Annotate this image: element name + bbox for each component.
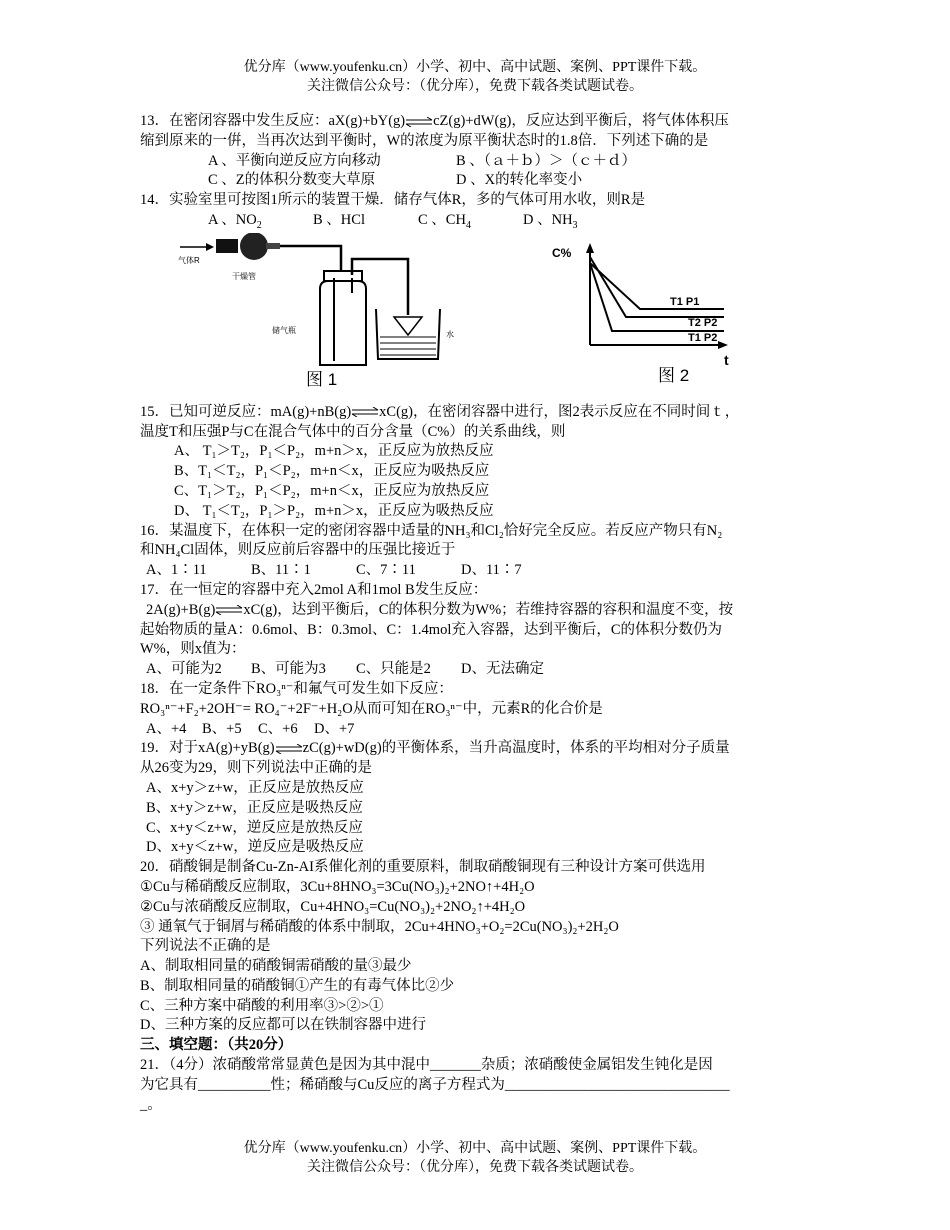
q14-option-d: D 、$NH_3$ [523, 211, 578, 231]
q15-option-b: B、T₁＜T₂，P₁＜P₂，m+n＜x，正反应为吸热反应 [174, 463, 490, 480]
q14-options [140, 211, 812, 231]
fig1-water-label: 水 [446, 329, 454, 339]
equilibrium-arrow-icon [275, 744, 303, 754]
q20-stem-line5: 下列说法不正确的是 [140, 938, 271, 955]
q21-line2: 为它具有__________性；稀硝酸与Cu反应的离子方程式为_______________________________ [140, 1076, 730, 1093]
figures-row [140, 231, 812, 393]
q17-option-a: A、可能为2 [146, 661, 222, 678]
q17-stem-line1: 17．在一恒定的容器中充入2mol A和1mol B发生反应： [140, 581, 488, 598]
q14-stem: 14．实验室里可按图1所示的装置干燥．储存气体R，多的气体可用水收，则R是 [140, 192, 646, 209]
q15-stem-line2: 温度T和压强P与C在混合气体中的百分含量（C%）的关系曲线，则 [140, 423, 566, 440]
q14-option-b: B 、HCl [313, 211, 365, 228]
q17-stem-line2: 2A(g)+B(g) xC(g)，达到平衡后，C的体积分数为W%；若维持容器的容积和温度不变，按 [146, 601, 734, 618]
q17-option-d: D、无法确定 [461, 661, 544, 678]
q16-option-c: C、7∶11 [356, 562, 416, 579]
q18-stem-line2: RO₃ⁿ⁻+F₂+2OH⁻= RO₄⁻+2F⁻+H₂O从而可知在RO₃ⁿ⁻中，元素R的化合价是 [140, 700, 603, 717]
q17-stem-line3: 起始物质的量A：0.6mol、B：0.3mol、C：1.4mol充入容器，达到平衡后，C的体积分数仍为 [140, 621, 723, 638]
page-header [0, 58, 950, 96]
fig2-xlabel: t [724, 351, 729, 368]
fig1-caption: 图 1 [306, 369, 338, 389]
fig1-gas-label: 气体R [178, 255, 200, 265]
fig2-ylabel: C% [552, 245, 572, 260]
q20-option-c: C、三种方案中硝酸的利用率③>②>① [140, 997, 384, 1014]
q20-plan-3: ③ 通氧气于铜屑与稀硝酸的体系中制取，2Cu+4HNO₃+O₂=2Cu(NO₃)₂+2H₂O [140, 918, 619, 935]
figure-2-chart [548, 231, 748, 391]
fig2-curve-t1p1 [590, 263, 724, 309]
q13-option-c: C 、Z的体积分数变大草原 [208, 172, 376, 189]
q20-stem-line1: 20．硝酸铜是制备Cu-Zn-AI系催化剂的重要原料，制取硝酸铜现有三种设计方案可供选用 [140, 859, 706, 876]
q18-stem-line1: 18．在一定条件下RO₃ⁿ⁻和氟气可发生如下反应： [140, 680, 453, 697]
q18-option-c: C、+6 [258, 720, 298, 737]
q17-options [140, 660, 812, 680]
q16-option-a: A、1∶11 [146, 562, 207, 579]
q13-stem-line1: 13．在密闭容器中发生反应：aX(g)+bY(g) cZ(g)+dW(g)，反应达到平衡后，将气体体积压 [140, 113, 729, 129]
q13-stem-line2: 缩到原来的一倂，当再次达到平衡时，W的浓度为原平衡状态时的1.8倍．下列述下确的是 [140, 132, 709, 149]
q20-option-d: D、三种方案的反应都可以在铁制容器中进行 [140, 1017, 426, 1034]
figure-1-apparatus [176, 233, 506, 393]
exam-content [140, 112, 812, 1115]
q14-option-a: A 、$NO_2$ [208, 211, 262, 231]
section-3-title: 三、填空题：（共20分） [140, 1037, 293, 1054]
footer-line-2: 关注微信公众号：（优分库），免费下载各类试题试卷。 [307, 1160, 643, 1175]
q21-line3: _。 [140, 1096, 162, 1113]
footer-line-1: 优分库（www.youfenku.cn）小学、初中、高中试题、案例、PPT课件下载。 [243, 1141, 707, 1156]
q13-option-d: D 、X的转化率变小 [456, 172, 583, 189]
equilibrium-arrow-icon [405, 117, 433, 127]
q13-options-row1 [140, 152, 812, 172]
q13-options-row2 [140, 171, 812, 191]
q20-option-a: A、制取相同量的硝酸铜需硝酸的量③最少 [140, 958, 412, 975]
q15-stem-line1: 15．已知可逆反应：mA(g)+nB(g) xC(g)，在密闭容器中进行，图2表示反应在不同时间ｔ， [140, 403, 740, 420]
q16-option-d: D、11∶7 [461, 562, 522, 579]
q13-option-b: B 、（ａ＋ｂ）＞（ｃ＋ｄ） [456, 152, 637, 169]
q17-stem-line4: W%，则x值为： [140, 641, 246, 658]
q19-option-d: D、x+y＜z+w，逆反应是吸热反应 [146, 839, 364, 856]
q20-plan-1: ①Cu与稀硝酸反应制取，3Cu+8HNO₃=3Cu(NO₃)₂+2NO↑+4H₂O [140, 878, 535, 895]
q16-options [140, 561, 812, 581]
fig2-label-t1p2: T1 P2 [688, 331, 718, 344]
header-line-2: 关注微信公众号：（优分库），免费下载各类试题试卷。 [307, 79, 643, 94]
page-footer [0, 1139, 950, 1177]
q18-option-d: D、+7 [314, 720, 355, 737]
q13-option-a: A 、平衡向逆反应方向移动 [208, 152, 381, 169]
equilibrium-arrow-icon [351, 407, 379, 417]
fig1-dryer-label: 干燥管 [232, 271, 256, 281]
fig2-caption: 图 2 [658, 365, 690, 385]
q19-stem-line1: 19．对于xA(g)+yB(g) zC(g)+wD(g)的平衡体系，当升高温度时，体系的平均相对分子质量 [140, 740, 730, 757]
q17-option-b: B、可能为3 [251, 661, 326, 678]
fig2-label-t1p1: T1 P1 [670, 295, 700, 308]
q15-option-a: A、 T₁＞T₂，P₁＜P₂，m+n＞x，正反应为放热反应 [174, 443, 494, 460]
q20-plan-2: ②Cu与浓硝酸反应制取，Cu+4HNO₃=Cu(NO₃)₂+2NO₂↑+4H₂O [140, 898, 526, 915]
q15-option-c: C、T₁＞T₂，P₁＜P₂，m+n＜x，正反应为放热反应 [174, 482, 490, 499]
q16-stem-line1: 16．某温度下，在体积一定的密闭容器中适量的NH₃和Cl₂恰好完全反应。若反应产物只有N₂ [140, 522, 723, 539]
equilibrium-arrow-icon [215, 605, 243, 615]
q18-options [140, 720, 812, 740]
q21-line1: 21．（4分）浓硝酸常常显黄色是因为其中混中_______杂质；浓硝酸使金属铝发生钝化是因 [140, 1057, 713, 1074]
q14-option-c: C 、$CH_4$ [418, 211, 471, 231]
fig2-label-t2p2: T2 P2 [688, 316, 718, 329]
fig1-bottle-label: 储气瓶 [272, 325, 296, 335]
q19-option-a: A、x+y＞z+w，正反应是放热反应 [146, 779, 364, 796]
q17-option-c: C、只能是2 [356, 661, 431, 678]
header-line-1: 优分库（www.youfenku.cn）小学、初中、高中试题、案例、PPT课件下载。 [243, 60, 707, 75]
q20-option-b: B、制取相同量的硝酸铜①产生的有毒气体比②少 [140, 977, 455, 994]
q19-option-b: B、x+y＞z+w，正反应是吸热反应 [146, 799, 363, 816]
q16-option-b: B、11∶1 [251, 562, 311, 579]
q18-option-a: A、+4 [146, 720, 187, 737]
q16-stem-line2: 和NH₄Cl固体，则反应前后容器中的压强比接近于 [140, 542, 456, 559]
q18-option-b: B、+5 [202, 720, 242, 737]
q15-option-d: D、 T₁＜T₂，P₁＞P₂，m+n＞x，正反应为吸热反应 [174, 502, 494, 519]
q19-stem-line2: 从26变为29，则下列说法中正确的是 [140, 760, 372, 777]
q19-option-c: C、x+y＜z+w，逆反应是放热反应 [146, 819, 363, 836]
